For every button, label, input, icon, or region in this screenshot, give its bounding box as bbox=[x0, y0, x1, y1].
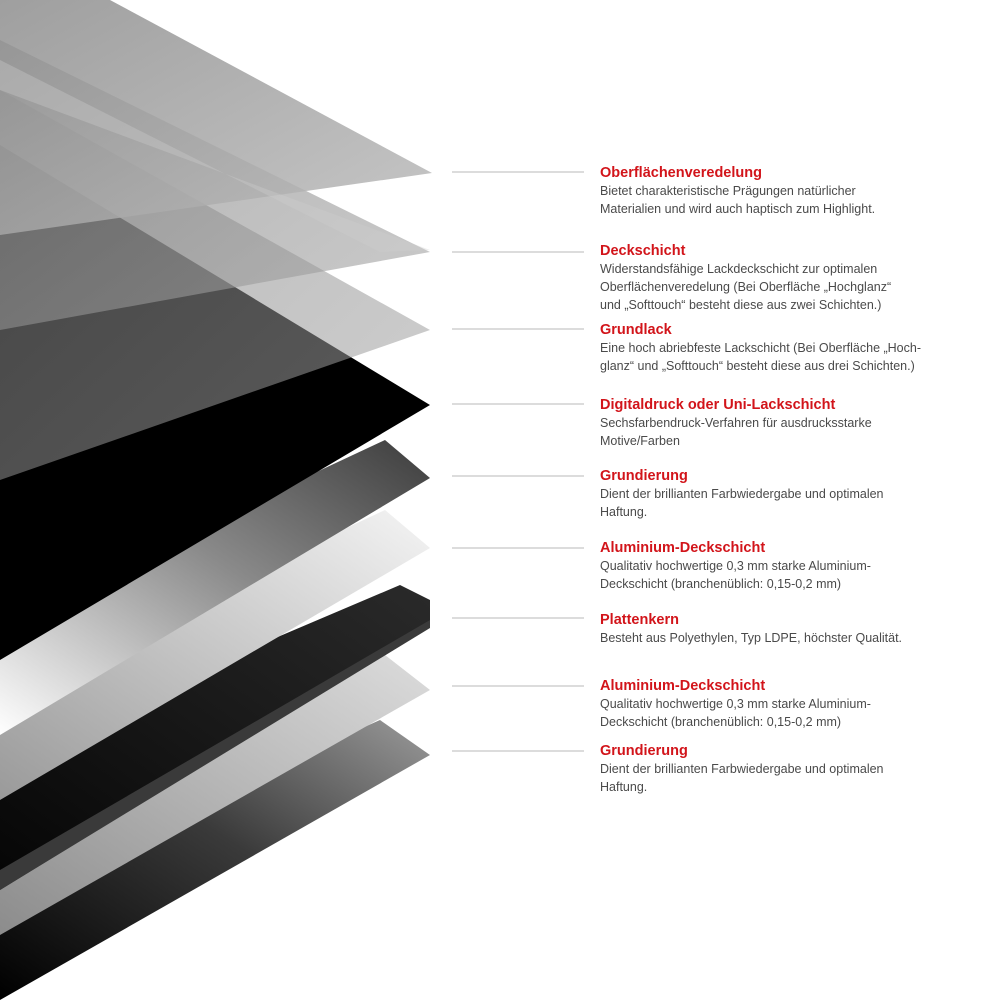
layer-description: Qualitativ hochwertige 0,3 mm starke Aluminium- Deckschicht (branchenüblich: 0,15-0,2 mm) bbox=[600, 559, 871, 591]
layer-title: Grundierung bbox=[600, 743, 688, 759]
layer-label-primer-top bbox=[600, 467, 995, 521]
layer-label-top-coat bbox=[600, 242, 995, 314]
layer-surface bbox=[0, 0, 432, 235]
layer-title: Plattenkern bbox=[600, 612, 679, 628]
layer-title: Grundierung bbox=[600, 468, 688, 484]
layer-description: Dient der brillianten Farbwiedergabe und optimalen Haftung. bbox=[600, 487, 884, 519]
layer-label-surface-finish bbox=[600, 164, 995, 218]
layer-title: Deckschicht bbox=[600, 243, 686, 259]
layer-title: Aluminium-Deckschicht bbox=[600, 678, 766, 694]
layer-title: Digitaldruck oder Uni-Lackschicht bbox=[600, 397, 836, 413]
layer-description: Qualitativ hochwertige 0,3 mm starke Aluminium- Deckschicht (branchenüblich: 0,15-0,2 mm) bbox=[600, 697, 871, 729]
layer-description: Dient der brillianten Farbwiedergabe und optimalen Haftung. bbox=[600, 762, 884, 794]
layer-label-primer-bottom bbox=[600, 742, 995, 796]
layer-label-core bbox=[600, 611, 995, 647]
layer-title: Aluminium-Deckschicht bbox=[600, 540, 766, 556]
layer-label-aluminium-bottom bbox=[600, 677, 995, 731]
leader-lines bbox=[452, 172, 584, 751]
layer-label-aluminium-top bbox=[600, 539, 995, 593]
layer-title: Grundlack bbox=[600, 322, 672, 338]
layer-description: Besteht aus Polyethylen, Typ LDPE, höchster Qualität. bbox=[600, 631, 903, 645]
layer-title: Oberflächenveredelung bbox=[600, 165, 762, 181]
layer-label-print bbox=[600, 396, 995, 450]
layer-description: Bietet charakteristische Prägungen natürlicher Materialien und wird auch haptisch zum Highlight. bbox=[600, 184, 876, 216]
layer-description: Sechsfarbendruck-Verfahren für ausdrucksstarke Motive/Farben bbox=[600, 416, 872, 448]
layer-description: Widerstandsfähige Lackdeckschicht zur optimalen Oberflächenveredelung (Bei Oberfläche „Hochglanz“ und „Softtouch“ besteht diese aus zwei Schichten.) bbox=[600, 262, 892, 312]
layer-label-base-coat bbox=[600, 321, 995, 375]
layer-description: Eine hoch abriebfeste Lackschicht (Bei Oberfläche „Hoch- glanz“ und „Softtouch“ besteht diese aus drei Schichten.) bbox=[600, 341, 921, 373]
